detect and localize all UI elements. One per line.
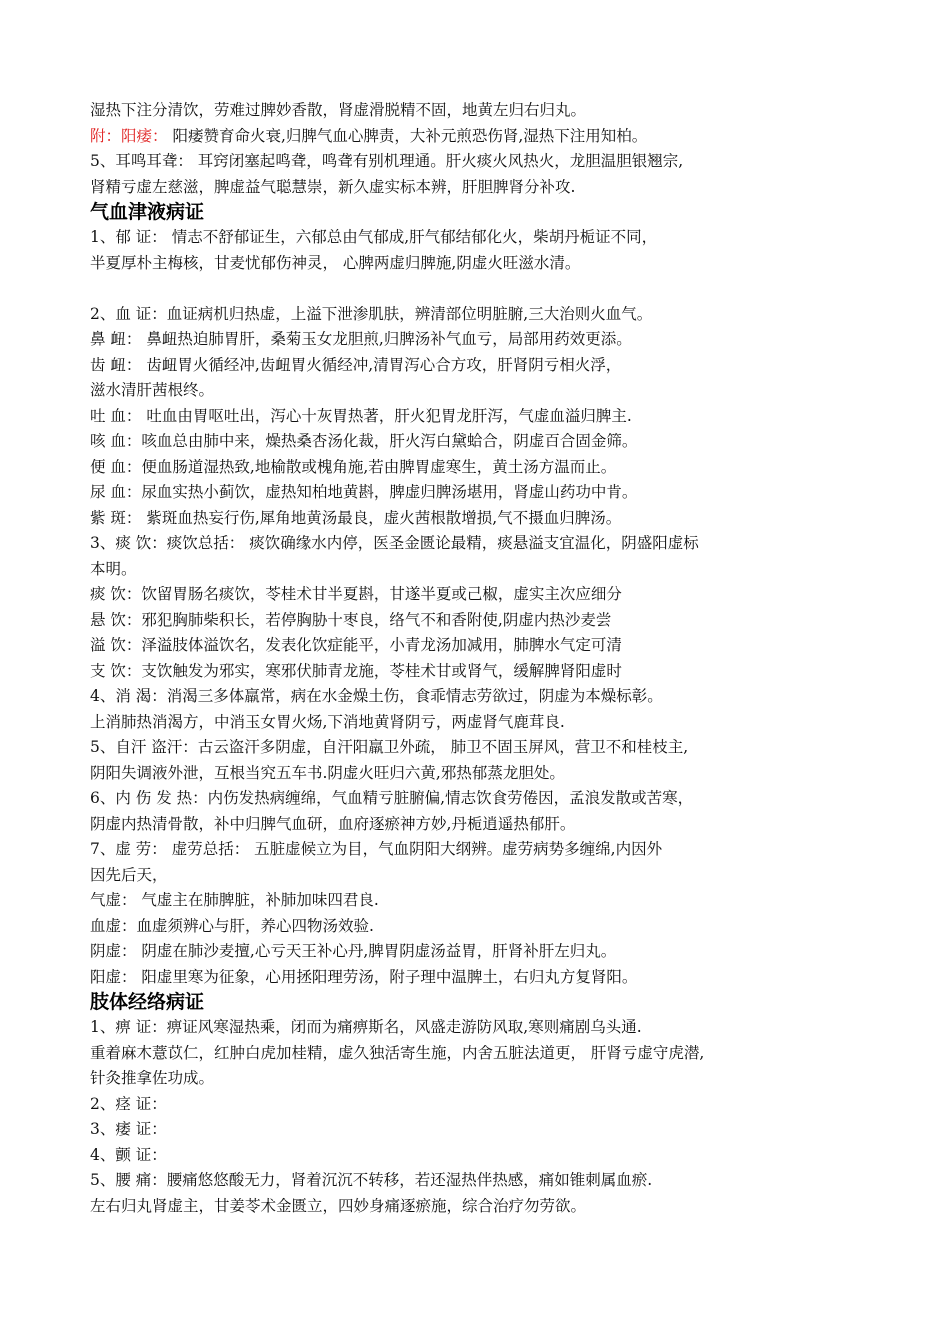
text-line: 咳 血：咳血总由肺中来，燥热桑杏汤化裁，肝火泻白黛蛤合，阴虚百合固金筛。 — [90, 432, 638, 450]
text-line: 重着麻木薏苡仁，红肿白虎加桂精，虚久独活寄生施，内舍五脏法道更， 肝肾亏虚守虎潜, — [90, 1043, 705, 1062]
text-line: 4、消 渴：消渴三多体羸常，病在水金燥土伤，食乖情志劳欲过，阴虚为本燥标彰。 — [90, 687, 663, 705]
text-line: 本明。 — [90, 559, 137, 578]
text-line: 上消肺热消渴方，中消玉女胃火炀,下消地黄肾阴亏，两虚肾气鹿茸良. — [90, 712, 565, 731]
text-line: 半夏厚朴主梅核，甘麦忧郁伤神灵， 心脾两虚归脾施,阴虚火旺滋水清。 — [90, 253, 581, 272]
text-line: 4、颤 证： — [90, 1145, 167, 1164]
text-line: 1、痹 证：痹证风寒湿热乘，闭而为痛痹斯名，风盛走游防风取,寒则痛剧乌头通. — [90, 1018, 642, 1036]
text-line: 5、腰 痛：腰痛悠悠酸无力，肾着沉沉不转移，若还湿热伴热感，痛如锥刺属血瘀. — [90, 1171, 653, 1189]
text-line: 吐 血： 吐血由胃呕吐出，泻心十灰胃热著，肝火犯胃龙肝泻，气虚血溢归脾主. — [90, 406, 632, 425]
text-line: 齿 衄： 齿衄胃火循经冲,齿衄胃火循经冲,清胃泻心合方攻，肝肾阴亏相火浮， — [90, 355, 622, 374]
text-line: 便 血：便血肠道湿热致,地榆散或槐角施,若由脾胃虚寒生，黄土汤方温而止。 — [90, 457, 617, 476]
document-page — [90, 98, 880, 1219]
appendix-label: 附：阳痿： — [90, 126, 168, 145]
text-line: 针灸推拿佐功成。 — [90, 1069, 215, 1087]
section-heading: 气血津液病证 — [90, 201, 205, 223]
text-line: 2、痉 证： — [90, 1094, 167, 1113]
text-line: 紫 斑： 紫斑血热妄行伤,犀角地黄汤最良，虚火茜根散增损,气不摄血归脾汤。 — [90, 508, 622, 527]
text-line: 悬 饮：邪犯胸肺柴积长，若停胸胁十枣良，络气不和香附使,阴虚内热沙麦尝 — [90, 610, 612, 629]
text-line: 附：阳痿： 阳痿赞育命火衰,归脾气血心脾责，大补元煎恐伤肾,湿热下注用知柏。 — [90, 126, 648, 145]
text-line: 气虚： 气虚主在肺脾脏，补肺加味四君良. — [90, 891, 379, 909]
text-line: 5、耳鸣耳聋： 耳窍闭塞起鸣聋，鸣聋有别机理通。肝火痰火风热火，龙胆温胆银翘宗, — [90, 152, 684, 170]
text-line: 3、痰 饮：痰饮总括： 痰饮确缘水内停，医圣金匮论最精，痰悬溢支宜温化，阴盛阳虚标 — [90, 534, 699, 552]
text-line: 阴虚： 阴虚在肺沙麦擅,心亏天王补心丹,脾胃阴虚汤益胃，肝肾补肝左归丸。 — [90, 942, 617, 960]
blank-line — [90, 276, 880, 302]
text-line: 阴阳失调液外泄，互根当究五车书.阴虚火旺归六黄,邪热郁蒸龙胆处。 — [90, 763, 565, 782]
text-line: 2、血 证：血证病机归热虚，上溢下泄渗肌肤，辨清部位明脏腑,三大治则火血气。 — [90, 304, 653, 323]
text-line: 滋水清肝茜根终。 — [90, 381, 215, 399]
text-line: 阴虚内热清骨散，补中归脾气血研，血府逐瘀神方妙,丹栀逍遥热郁肝。 — [90, 814, 576, 833]
text-line: 尿 血：尿血实热小蓟饮，虚热知柏地黄斟，脾虚归脾汤堪用，肾虚山药功中肯。 — [90, 483, 638, 501]
text-line: 湿热下注分清饮，劳难过脾妙香散，肾虚滑脱精不固，地黄左归右归丸。 — [90, 101, 587, 119]
text-line: 7、虚 劳： 虚劳总括： 五脏虚候立为目，气血阴阳大纲辨。虚劳病势多缠绵,内因外 — [90, 840, 663, 858]
text-line: 6、内 伤 发 热：内伤发热病缠绵，气血精亏脏腑偏,情志饮食劳倦因，孟浪发散或苦寒， — [90, 789, 694, 807]
text-line: 5、自汗 盗汗：古云盗汗多阴虚，自汗阳羸卫外疏， 肺卫不固玉屏风，营卫不和桂枝主, — [90, 738, 689, 756]
text-line: 1、郁 证： 情志不舒郁证生，六郁总由气郁成,肝气郁结郁化火，柴胡丹栀证不同， — [90, 228, 658, 246]
text-line: 左右归丸肾虚主，甘姜苓术金匮立，四妙身痛逐瘀施，综合治疗勿劳欲。 — [90, 1196, 587, 1215]
text-line: 因先后天， — [90, 865, 168, 884]
text-line: 肾精亏虚左慈滋，脾虚益气聪慧崇，新久虚实标本辨，肝胆脾肾分补攻. — [90, 177, 576, 196]
text-line: 阳虚： 阳虚里寒为征象，心用拯阳理劳汤，附子理中温脾土，右归丸方复肾阳。 — [90, 967, 638, 986]
text-line: 鼻 衄： 鼻衄热迫肺胃肝，桑菊玉女龙胆煎,归脾汤补气血亏，局部用药效更添。 — [90, 330, 632, 348]
text-line: 血虚：血虚须辨心与肝，养心四物汤效验. — [90, 916, 374, 935]
section-heading: 肢体经络病证 — [90, 991, 205, 1013]
text-line: 3、痿 证： — [90, 1120, 167, 1138]
text-line: 溢 饮：泽溢肢体溢饮名，发表化饮症能平，小青龙汤加减用，肺脾水气定可清 — [90, 636, 622, 654]
text-line: 痰 饮：饮留胃肠名痰饮，苓桂术甘半夏斟，甘遂半夏或己椒，虚实主次应细分 — [90, 585, 622, 603]
text-line: 支 饮：支饮触发为邪实，寒邪伏肺青龙施，苓桂术甘或肾气，缓解脾肾阳虚时 — [90, 661, 622, 680]
